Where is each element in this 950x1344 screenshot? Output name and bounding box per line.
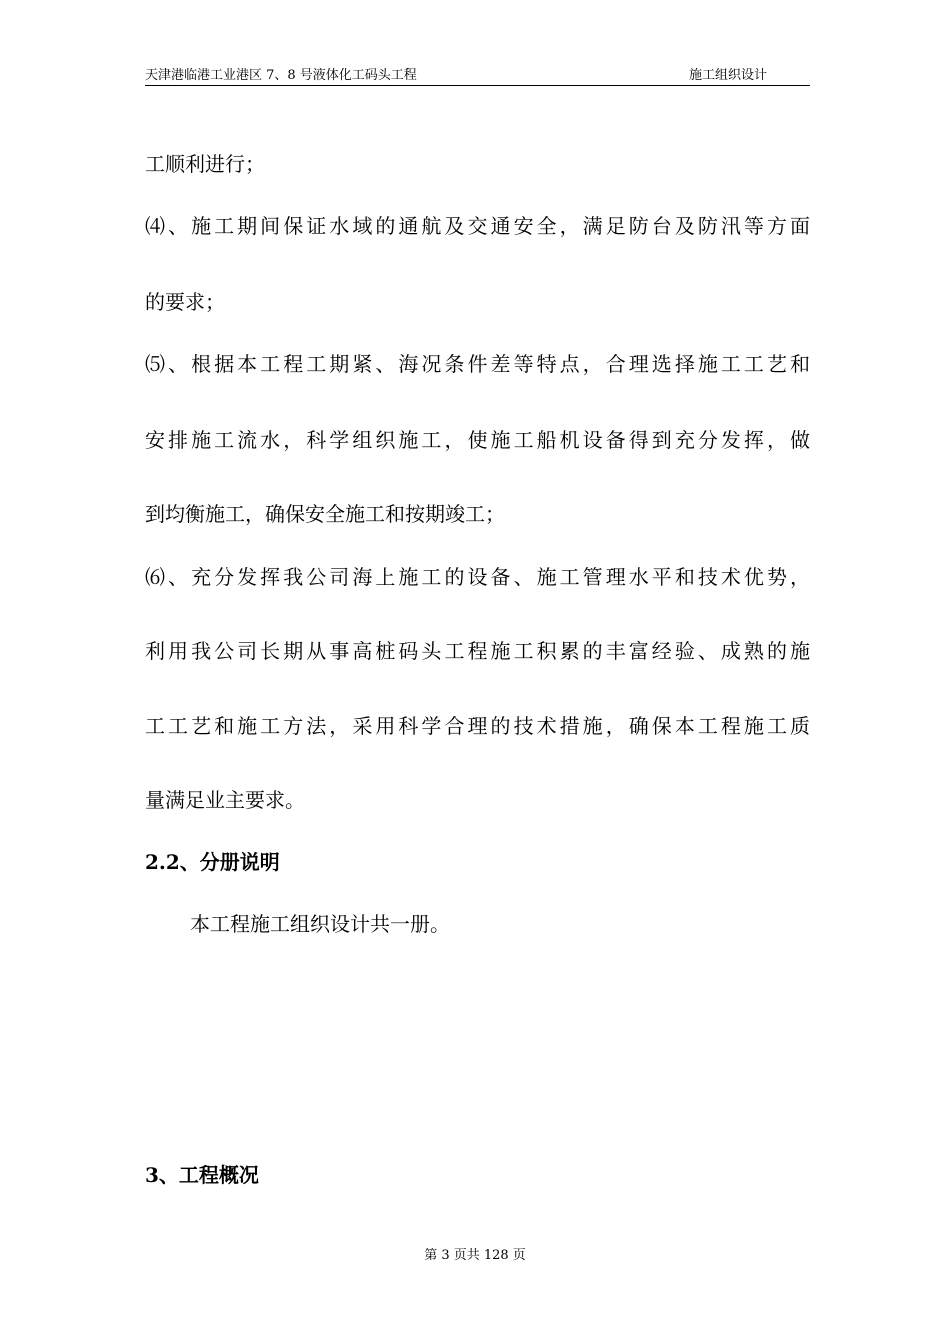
page-number: 第 3 页共 128 页 bbox=[424, 1248, 526, 1263]
header-document-type: 施工组织设计 bbox=[689, 68, 768, 83]
section-heading-2-2: 2.2、分册说明 bbox=[145, 850, 280, 874]
body-line: ⑹、充分发挥我公司海上施工的设备、施工管理水平和技术优势， bbox=[145, 565, 810, 589]
body-line: ⑸、根据本工程工期紧、海况条件差等特点，合理选择施工工艺和 bbox=[145, 352, 810, 376]
body-line: 的要求； bbox=[145, 290, 225, 314]
body-line: 安排施工流水，科学组织施工，使施工船机设备得到充分发挥，做 bbox=[145, 428, 810, 452]
body-line: ⑷、施工期间保证水域的通航及交通安全，满足防台及防汛等方面 bbox=[145, 214, 810, 238]
section-heading-3: 3、工程概况 bbox=[145, 1163, 259, 1187]
body-line: 量满足业主要求。 bbox=[145, 788, 305, 812]
body-line: 工顺利进行； bbox=[145, 152, 265, 176]
body-line: 利用我公司长期从事高桩码头工程施工积累的丰富经验、成熟的施 bbox=[145, 639, 810, 663]
body-line: 到均衡施工，确保安全施工和按期竣工； bbox=[145, 502, 505, 526]
header-project-title: 天津港临港工业港区 7、8 号液体化工码头工程 bbox=[145, 68, 417, 83]
page-header bbox=[145, 66, 810, 86]
section-paragraph: 本工程施工组织设计共一册。 bbox=[190, 912, 450, 936]
body-line: 工工艺和施工方法，采用科学合理的技术措施，确保本工程施工质 bbox=[145, 714, 810, 738]
